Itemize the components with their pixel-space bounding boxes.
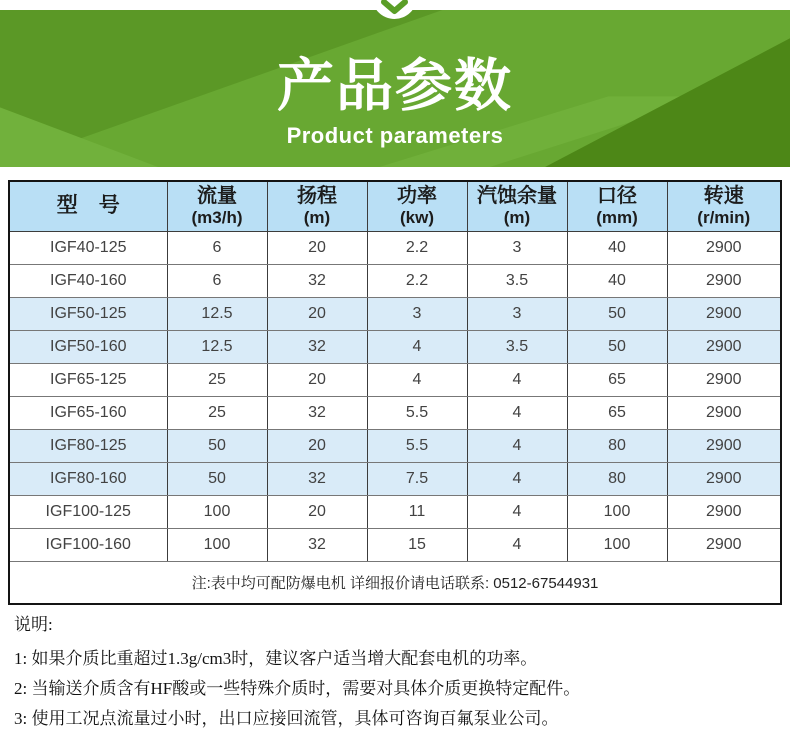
value-cell: 2.2: [367, 265, 467, 298]
value-cell: 20: [267, 364, 367, 397]
value-cell: 3: [467, 232, 567, 265]
note-item: 3: 使用工况点流量过小时，出口应接回流管，具体可咨询百氟泵业公司。: [14, 709, 559, 728]
notes-heading: 说明:: [14, 615, 53, 634]
value-cell: 25: [167, 364, 267, 397]
value-cell: 50: [167, 463, 267, 496]
value-cell: 4: [367, 364, 467, 397]
chevron-down-icon: [372, 0, 417, 19]
table-header-row: [9, 181, 781, 232]
value-cell: 4: [467, 430, 567, 463]
value-cell: 100: [567, 496, 667, 529]
table-row: [9, 397, 781, 430]
value-cell: 32: [267, 265, 367, 298]
value-cell: 4: [467, 463, 567, 496]
value-cell: 6: [167, 232, 267, 265]
model-cell: IGF80-125: [9, 430, 167, 463]
value-cell: 2900: [667, 397, 781, 430]
value-cell: 5.5: [367, 397, 467, 430]
value-cell: 15: [367, 529, 467, 562]
column-header: 汽蚀余量 (m): [467, 181, 567, 232]
value-cell: 50: [167, 430, 267, 463]
page-subtitle: Product parameters: [286, 123, 504, 148]
value-cell: 32: [267, 529, 367, 562]
value-cell: 12.5: [167, 331, 267, 364]
value-cell: 25: [167, 397, 267, 430]
table-row: [9, 265, 781, 298]
value-cell: 100: [167, 496, 267, 529]
page-title: 产品参数: [277, 54, 513, 118]
value-cell: 6: [167, 265, 267, 298]
value-cell: 3: [467, 298, 567, 331]
model-cell: IGF65-160: [9, 397, 167, 430]
value-cell: 4: [467, 496, 567, 529]
value-cell: 32: [267, 331, 367, 364]
parameters-table-wrap: [8, 180, 782, 605]
table-footer-note: 注:表中均可配防爆电机 详细报价请电话联系: 0512-67544931: [9, 562, 781, 605]
model-cell: IGF40-125: [9, 232, 167, 265]
value-cell: 11: [367, 496, 467, 529]
banner-text: [0, 10, 790, 149]
value-cell: 2900: [667, 331, 781, 364]
value-cell: 2.2: [367, 232, 467, 265]
model-cell: IGF40-160: [9, 265, 167, 298]
value-cell: 2900: [667, 496, 781, 529]
column-header: 功率 (kw): [367, 181, 467, 232]
value-cell: 65: [567, 397, 667, 430]
model-cell: IGF50-125: [9, 298, 167, 331]
value-cell: 32: [267, 397, 367, 430]
value-cell: 100: [167, 529, 267, 562]
model-cell: IGF80-160: [9, 463, 167, 496]
value-cell: 50: [567, 298, 667, 331]
scroll-down-indicator: [372, 0, 417, 19]
table-row: [9, 463, 781, 496]
model-cell: IGF65-125: [9, 364, 167, 397]
value-cell: 2900: [667, 364, 781, 397]
column-header: 型 号: [9, 181, 167, 232]
column-header: 转速 (r/min): [667, 181, 781, 232]
table-row: [9, 529, 781, 562]
table-row: [9, 298, 781, 331]
value-cell: 100: [567, 529, 667, 562]
value-cell: 32: [267, 463, 367, 496]
value-cell: 4: [467, 529, 567, 562]
value-cell: 20: [267, 232, 367, 265]
value-cell: 40: [567, 232, 667, 265]
model-cell: IGF100-125: [9, 496, 167, 529]
banner: [0, 10, 790, 167]
value-cell: 80: [567, 430, 667, 463]
value-cell: 65: [567, 364, 667, 397]
value-cell: 20: [267, 298, 367, 331]
value-cell: 3.5: [467, 265, 567, 298]
table-row: [9, 364, 781, 397]
value-cell: 2900: [667, 463, 781, 496]
notes-list: [14, 644, 774, 734]
parameters-table: [8, 180, 782, 605]
value-cell: 4: [467, 397, 567, 430]
table-row: [9, 496, 781, 529]
value-cell: 50: [567, 331, 667, 364]
note-item: 2: 当输送介质含有HF酸或一些特殊介质时，需要对具体介质更换特定配件。: [14, 679, 581, 698]
value-cell: 2900: [667, 232, 781, 265]
note-item: 1: 如果介质比重超过1.3g/cm3时，建议客户适当增大配套电机的功率。: [14, 649, 538, 668]
value-cell: 2900: [667, 529, 781, 562]
notes-section: [14, 614, 774, 734]
value-cell: 7.5: [367, 463, 467, 496]
value-cell: 20: [267, 430, 367, 463]
table-row: [9, 430, 781, 463]
value-cell: 40: [567, 265, 667, 298]
table-footer-row: [9, 562, 781, 605]
value-cell: 4: [467, 364, 567, 397]
value-cell: 3: [367, 298, 467, 331]
column-header: 口径 (mm): [567, 181, 667, 232]
value-cell: 20: [267, 496, 367, 529]
value-cell: 80: [567, 463, 667, 496]
value-cell: 2900: [667, 430, 781, 463]
value-cell: 2900: [667, 265, 781, 298]
model-cell: IGF100-160: [9, 529, 167, 562]
value-cell: 4: [367, 331, 467, 364]
value-cell: 3.5: [467, 331, 567, 364]
value-cell: 2900: [667, 298, 781, 331]
column-header: 扬程 (m): [267, 181, 367, 232]
table-row: [9, 331, 781, 364]
model-cell: IGF50-160: [9, 331, 167, 364]
value-cell: 12.5: [167, 298, 267, 331]
table-row: [9, 232, 781, 265]
column-header: 流量 (m3/h): [167, 181, 267, 232]
value-cell: 5.5: [367, 430, 467, 463]
